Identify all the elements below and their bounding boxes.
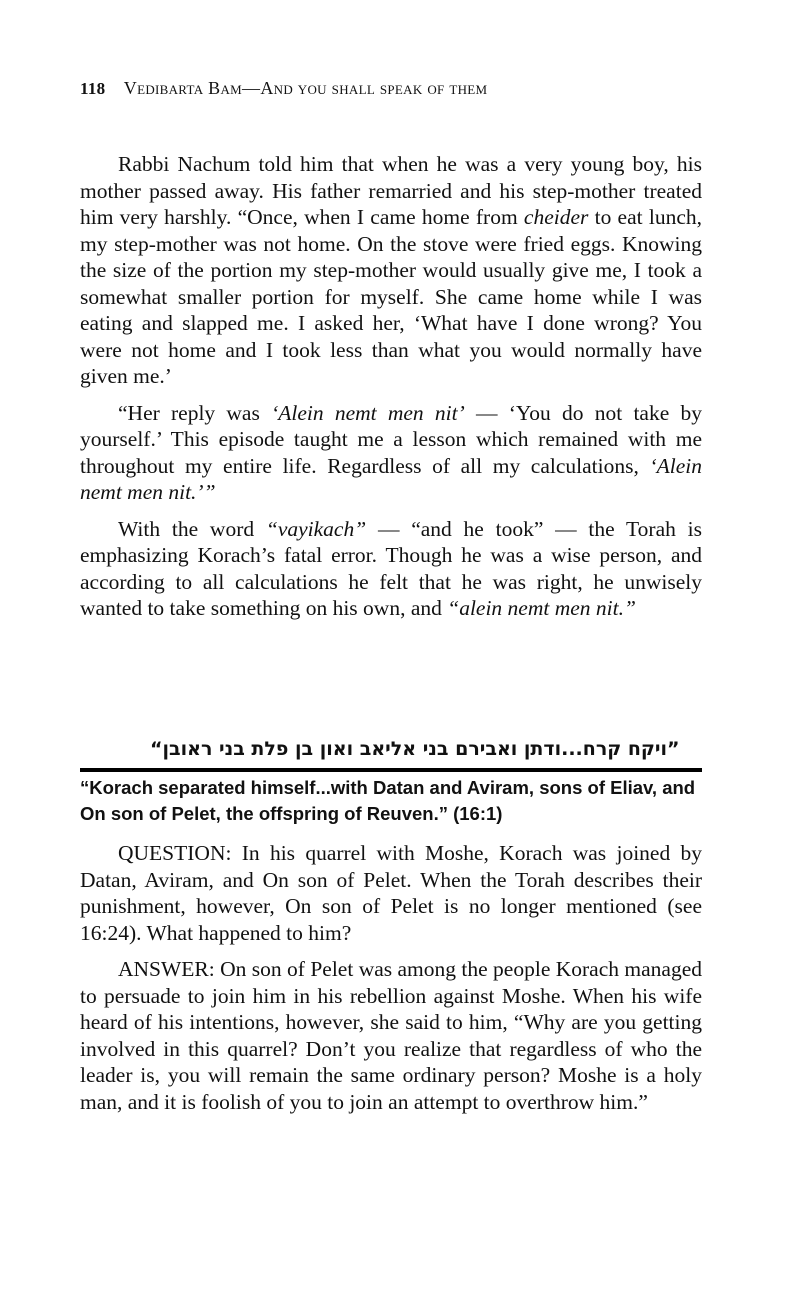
text-run: — “and he took” — the Torah is emphasizing Korach’s fatal error. Though he was a wise person, and according to all calculations he felt that he was right, he unwisely wanted to take something on his own, and — [80, 516, 702, 620]
hebrew-verse-heading: ”ויקח קרח...ודתן ואבירם בני אליאב ואון בן פלת בני ראובן“ — [150, 738, 680, 760]
italic-term: ‘Alein nemt men nit’ — [271, 400, 465, 425]
italic-term: cheider — [523, 205, 589, 229]
italic-term: “alein nemt men nit.” — [447, 596, 636, 620]
italic-term: “vayikach” — [265, 516, 367, 541]
text-run: “Her reply was — [118, 400, 272, 425]
page-number: 118 — [80, 79, 106, 98]
question-answer-text — [80, 840, 702, 1125]
text-run: With the word — [118, 516, 266, 541]
paragraph — [80, 151, 702, 390]
answer-paragraph: ANSWER: On son of Pelet was among the people Korach managed to persuade to join him in his rebellion against Moshe. When his wife heard of his intentions, however, she said to him, “Why are you getting involved in this quarrel? Don’t you realize that regardless of who the leader is, you will remain the same ordinary person? Moshe is a holy man, and it is foolish of you to join an attempt to overthrow him.” — [80, 957, 702, 1114]
paragraph — [80, 400, 702, 506]
text-run: — ‘You do not take by yourself.’ This episode taught me a lesson which remained with me throughout my entire life. Regardless of all my calculations, — [80, 400, 702, 478]
section-divider — [80, 768, 702, 772]
text-run: to eat lunch, my step-mother was not home. On the stove were fried eggs. Knowing the size of the portion my step-mother would usually give me, I took a somewhat smaller portion for myself. She came home while I was eating and slapped me. I asked her, ‘What have I done wrong? You were not home and I took less than what you would normally have given me.’ — [80, 205, 702, 388]
story-text — [80, 151, 702, 632]
paragraph — [80, 516, 702, 622]
question-paragraph: QUESTION: In his quarrel with Moshe, Korach was joined by Datan, Aviram, and On son of Pelet. When the Torah describes their punishment, however, On son of Pelet is no longer mentioned (see 16:24). What happened to him? — [80, 841, 702, 945]
italic-term: ‘Alein nemt men nit.’” — [80, 453, 702, 504]
english-verse-heading: “Korach separated himself...with Datan and Aviram, sons of Eliav, and On son of Pelet, the offspring of Reuven.” (16:1) — [80, 777, 696, 824]
book-title: Vedibarta Bam—And you shall speak of them — [123, 78, 488, 98]
text-run: Rabbi Nachum told him that when he was a very young boy, his mother passed away. His father remarried and his step-mother treated him very harshly. “Once, when I came home from — [80, 152, 702, 229]
running-header — [80, 78, 702, 99]
